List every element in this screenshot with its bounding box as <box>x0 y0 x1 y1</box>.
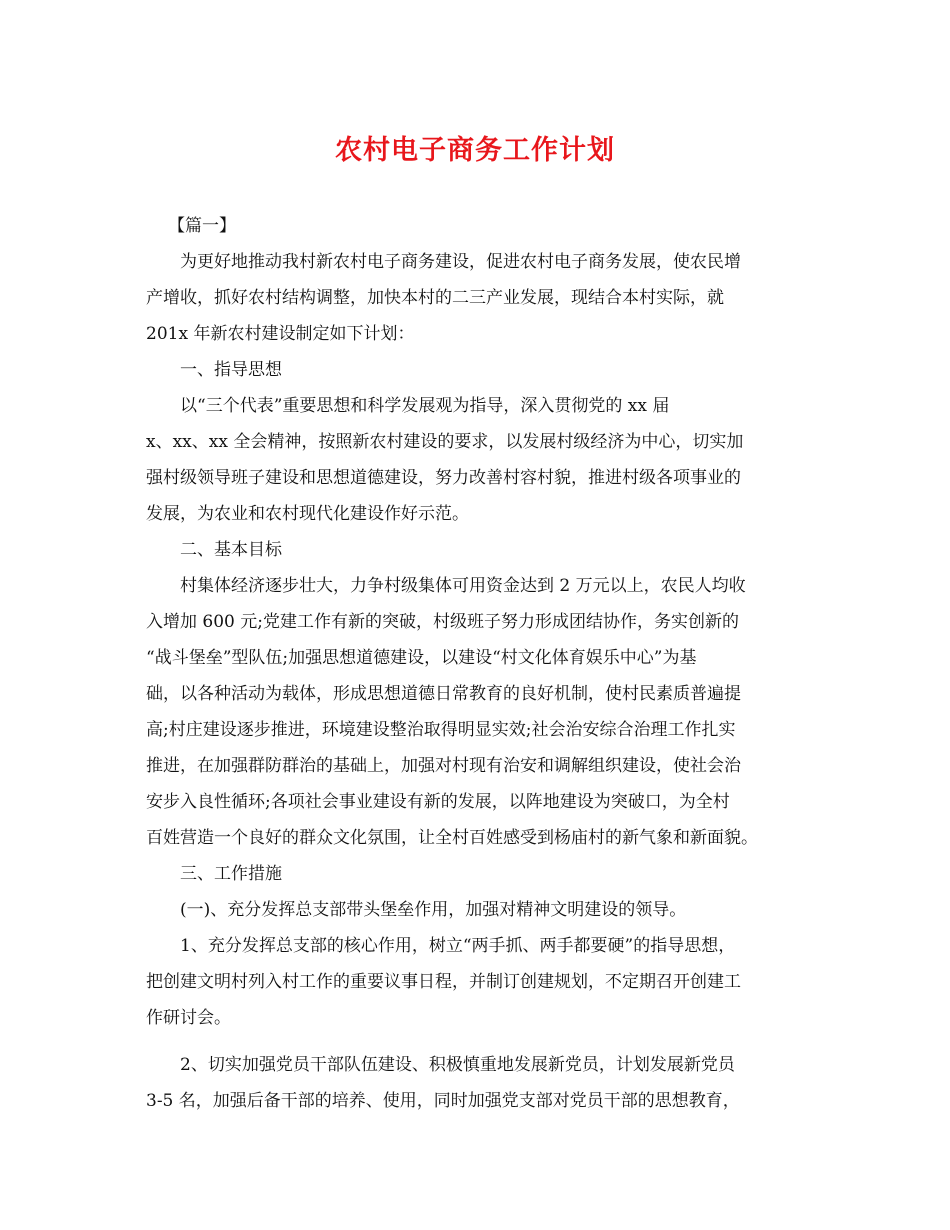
paragraph-line: 1、充分发挥总支部的核心作用，树立“两手抓、两手都要硬”的指导思想， <box>180 936 736 956</box>
paragraph-line: 推进，在加强群防群治的基础上，加强对村现有治安和调解组织建设，使社会治 <box>146 756 741 776</box>
document-title: 农村电子商务工作计划 <box>335 135 615 166</box>
section-heading-part-one: 【篇一】 <box>168 216 236 236</box>
paragraph-line: 为更好地推动我村新农村电子商务建设，促进农村电子商务发展，使农民增 <box>180 252 741 272</box>
sub-heading-measure-one: (一)、充分发挥总支部带头堡垒作用，加强对精神文明建设的领导。 <box>180 900 687 920</box>
paragraph-line: 3-5 名，加强后备干部的培养、使用，同时加强党支部对党员干部的思想教育， <box>146 1091 740 1111</box>
section-heading-guiding-thought: 一、指导思想 <box>180 360 282 380</box>
paragraph-line: 百姓营造一个良好的群众文化氛围，让全村百姓感受到杨庙村的新气象和新面貌。 <box>146 828 758 848</box>
paragraph-line: x、xx、xx 全会精神，按照新农村建设的要求，以发展村级经济为中心，切实加 <box>146 432 744 452</box>
paragraph-line: 安步入良性循环;各项社会事业建设有新的发展，以阵地建设为突破口，为全村 <box>146 792 730 812</box>
paragraph-line: 村集体经济逐步壮大，力争村级集体可用资金达到 2 万元以上，农民人均收 <box>180 576 746 596</box>
paragraph-line: 201x 年新农村建设制定如下计划： <box>146 324 415 344</box>
paragraph-line: 发展，为农业和农村现代化建设作好示范。 <box>146 504 469 524</box>
paragraph-line: 高;村庄建设逐步推进，环境建设整治取得明显实效;社会治安综合治理工作扎实 <box>146 720 736 740</box>
paragraph-gap <box>146 1036 816 1047</box>
paragraph-line: 入增加 600 元;党建工作有新的突破，村级班子努力形成团结协作，务实创新的 <box>146 612 739 632</box>
document-body <box>146 208 816 1119</box>
paragraph-line: 以“三个代表”重要思想和科学发展观为指导，深入贯彻党的 xx 届 <box>180 396 670 416</box>
paragraph-line: 作研讨会。 <box>146 1008 231 1028</box>
paragraph-line: 2、切实加强党员干部队伍建设、积极慎重地发展新党员，计划发展新党员 <box>180 1055 735 1075</box>
paragraph-line: “战斗堡垒”型队伍;加强思想道德建设，以建设“村文化体育娱乐中心”为基 <box>146 648 697 668</box>
section-heading-work-measures: 三、工作措施 <box>180 864 282 884</box>
paragraph-line: 强村级领导班子建设和思想道德建设，努力改善村容村貌，推进村级各项事业的 <box>146 468 741 488</box>
paragraph-line: 把创建文明村列入村工作的重要议事日程，并制订创建规划，不定期召开创建工 <box>146 972 741 992</box>
section-heading-basic-goals: 二、基本目标 <box>180 540 282 560</box>
paragraph-line: 产增收，抓好农村结构调整，加快本村的二三产业发展，现结合本村实际，就 <box>146 288 724 308</box>
paragraph-line: 础，以各种活动为载体，形成思想道德日常教育的良好机制，使村民素质普遍提 <box>146 684 741 704</box>
